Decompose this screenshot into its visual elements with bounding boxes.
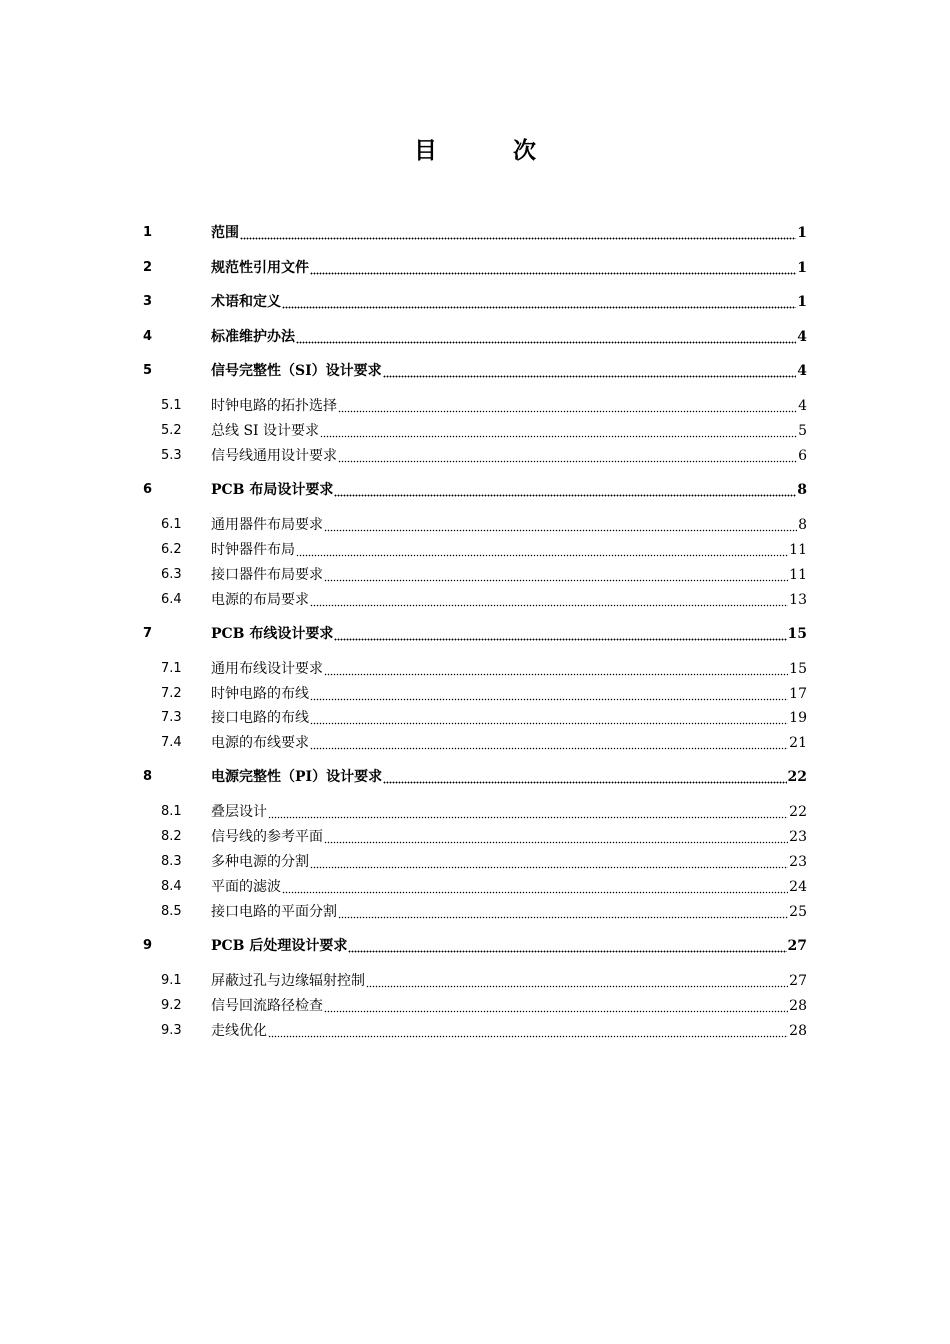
toc-entry-page: 23	[789, 829, 807, 845]
toc-entry-line	[211, 420, 807, 442]
toc-entry-number: 9	[143, 938, 153, 953]
toc-entry-number: 5.3	[161, 448, 182, 463]
toc-entry-number: 7.1	[161, 661, 182, 676]
toc-entry-page: 22	[787, 769, 807, 785]
toc-leader-dots	[324, 564, 788, 586]
toc-entry-label: PCB 布局设计要求	[211, 482, 334, 498]
toc-entry[interactable]	[0, 420, 950, 442]
toc-entry-number: 5.2	[161, 423, 182, 438]
toc-entry[interactable]	[0, 291, 950, 313]
toc-entry[interactable]	[0, 623, 950, 645]
toc-entry-line	[211, 1020, 807, 1042]
toc-leader-dots	[296, 539, 788, 561]
toc-entry-label: 时钟电路的拓扑选择	[211, 398, 337, 414]
toc-entry-label: 接口器件布局要求	[211, 567, 323, 583]
toc-leader-dots	[324, 995, 788, 1017]
toc-entry-page: 24	[789, 879, 807, 895]
toc-entry-line	[211, 995, 807, 1017]
toc-entry-page: 13	[789, 592, 807, 608]
toc-entry-number: 8.1	[161, 804, 182, 819]
toc-entry-line	[211, 970, 807, 992]
toc-leader-dots	[240, 222, 796, 244]
toc-leader-dots	[383, 360, 797, 382]
toc-entry-line	[211, 683, 807, 705]
toc-entry-page: 1	[797, 225, 807, 241]
toc-entry-number: 8.2	[161, 829, 182, 844]
toc-entry-label: 平面的滤波	[211, 879, 281, 895]
toc-entry[interactable]	[0, 801, 950, 823]
toc-entry-label: 电源的布线要求	[211, 735, 309, 751]
toc-entry-page: 27	[787, 938, 807, 954]
toc-entry-label: 多种电源的分割	[211, 854, 309, 870]
toc-entry-number: 4	[143, 329, 153, 344]
toc-entry-line	[211, 901, 807, 923]
toc-leader-dots	[310, 732, 788, 754]
toc-leader-dots	[324, 826, 788, 848]
toc-entry-number: 7.2	[161, 686, 182, 701]
toc-leader-dots	[383, 766, 786, 788]
toc-entry-line	[211, 445, 807, 467]
toc-leader-dots	[324, 514, 797, 536]
toc-entry[interactable]	[0, 222, 950, 244]
toc-entry-label: 通用布线设计要求	[211, 661, 323, 677]
toc-entry-page: 28	[789, 998, 807, 1014]
toc-entry-number: 5.1	[161, 398, 182, 413]
toc-entry-page: 1	[797, 260, 807, 276]
toc-entry-page: 28	[789, 1023, 807, 1039]
toc-entry[interactable]	[0, 514, 950, 536]
toc-entry-line	[211, 766, 807, 788]
toc-leader-dots	[338, 395, 797, 417]
toc-entry-number: 6.2	[161, 542, 182, 557]
toc-leader-dots	[268, 801, 788, 823]
toc-entry-label: 走线优化	[211, 1023, 267, 1039]
toc-entry[interactable]	[0, 564, 950, 586]
toc-entry-label: 接口电路的布线	[211, 710, 309, 726]
toc-entry[interactable]	[0, 395, 950, 417]
toc-entry-line	[211, 658, 807, 680]
toc-leader-dots	[310, 257, 796, 279]
toc-entry-page: 6	[798, 448, 807, 464]
toc-leader-dots	[296, 326, 796, 348]
toc-entry[interactable]	[0, 876, 950, 898]
toc-entry-label: 电源完整性（PI）设计要求	[211, 769, 383, 785]
toc-entry-label: 总线 SI 设计要求	[211, 423, 320, 439]
toc-entry-line	[211, 539, 807, 561]
toc-entry-page: 22	[789, 804, 807, 820]
toc-entry-line	[211, 564, 807, 586]
toc-leader-dots	[320, 420, 797, 442]
toc-entry-line	[211, 360, 807, 382]
toc-leader-dots	[310, 851, 788, 873]
toc-leader-dots	[324, 658, 788, 680]
toc-entry-page: 1	[797, 294, 807, 310]
toc-entry-page: 19	[789, 710, 807, 726]
toc-entry-page: 4	[797, 363, 807, 379]
toc-entry-page: 4	[798, 398, 807, 414]
toc-entry-label: PCB 后处理设计要求	[211, 938, 348, 954]
toc-entry-number: 9.3	[161, 1023, 182, 1038]
toc-entry-number: 9.1	[161, 973, 182, 988]
page-title: 目 次	[413, 137, 570, 164]
toc-entry[interactable]	[0, 445, 950, 467]
toc-leader-dots	[310, 707, 788, 729]
toc-entry-line	[211, 732, 807, 754]
toc-entry-line	[211, 395, 807, 417]
toc-entry[interactable]	[0, 683, 950, 705]
toc-entry[interactable]	[0, 707, 950, 729]
toc-entry-number: 8.4	[161, 879, 182, 894]
toc-entry-page: 8	[797, 482, 807, 498]
toc-entry-number: 3	[143, 294, 153, 309]
toc-entry-page: 15	[787, 626, 807, 642]
toc-entry-number: 6	[143, 482, 153, 497]
toc-leader-dots	[338, 901, 788, 923]
toc-entry-line	[211, 589, 807, 611]
toc-entry-label: 屏蔽过孔与边缘辐射控制	[211, 973, 365, 989]
toc-entry-label: 通用器件布局要求	[211, 517, 323, 533]
toc-entry-page: 25	[789, 904, 807, 920]
toc-entry-label: 时钟电路的布线	[211, 686, 309, 702]
toc-leader-dots	[334, 479, 796, 501]
toc-entry[interactable]	[0, 1020, 950, 1042]
toc-entry-page: 4	[797, 329, 807, 345]
toc-entry-label: PCB 布线设计要求	[211, 626, 334, 642]
toc-entry-page: 23	[789, 854, 807, 870]
toc-entry-page: 5	[798, 423, 807, 439]
toc-entry-label: 标准维护办法	[211, 329, 295, 345]
toc-entry[interactable]	[0, 826, 950, 848]
toc-entry-label: 信号完整性（SI）设计要求	[211, 363, 382, 379]
toc-entry[interactable]	[0, 539, 950, 561]
toc-entry-line	[211, 851, 807, 873]
toc-entry-number: 2	[143, 260, 153, 275]
toc-entry-line	[211, 222, 807, 244]
toc-entry-number: 1	[143, 225, 153, 240]
toc-entry[interactable]	[0, 995, 950, 1017]
toc-entry-number: 7.3	[161, 710, 182, 725]
toc-entry-line	[211, 935, 807, 957]
toc-entry[interactable]	[0, 589, 950, 611]
toc-entry-number: 5	[143, 363, 153, 378]
toc-entry[interactable]	[0, 257, 950, 279]
toc-entry-page: 8	[798, 517, 807, 533]
toc-entry-line	[211, 514, 807, 536]
toc-entry-line	[211, 876, 807, 898]
toc-leader-dots	[282, 291, 796, 313]
toc-entry[interactable]	[0, 360, 950, 382]
toc-leader-dots	[268, 1020, 788, 1042]
toc-entry-label: 信号线通用设计要求	[211, 448, 337, 464]
toc-entry-line	[211, 826, 807, 848]
toc-entry-number: 9.2	[161, 998, 182, 1013]
toc-leader-dots	[338, 445, 797, 467]
toc-entry-line	[211, 291, 807, 313]
toc-entry-label: 术语和定义	[211, 294, 281, 310]
toc-entry[interactable]	[0, 766, 950, 788]
toc-entry[interactable]	[0, 901, 950, 923]
toc-entry-line	[211, 801, 807, 823]
toc-entry-number: 7	[143, 626, 153, 641]
toc-entry-number: 6.1	[161, 517, 182, 532]
toc-entry-label: 叠层设计	[211, 804, 267, 820]
toc-entry-label: 时钟器件布局	[211, 542, 295, 558]
toc-entry-number: 6.4	[161, 592, 182, 607]
toc-entry[interactable]	[0, 851, 950, 873]
toc-entry-label: 信号线的参考平面	[211, 829, 323, 845]
toc-entry-label: 范围	[211, 225, 239, 241]
toc-entry-page: 11	[789, 567, 807, 583]
toc-entry-line	[211, 707, 807, 729]
toc-entry-label: 电源的布局要求	[211, 592, 309, 608]
toc-entry-label: 信号回流路径检查	[211, 998, 323, 1014]
toc-leader-dots	[334, 623, 786, 645]
toc-entry-page: 15	[789, 661, 807, 677]
toc-entry-page: 21	[789, 735, 807, 751]
toc-leader-dots	[282, 876, 788, 898]
toc-entry-label: 规范性引用文件	[211, 260, 309, 276]
toc-leader-dots	[310, 683, 788, 705]
toc-entry-line	[211, 257, 807, 279]
toc-entry-number: 8	[143, 769, 153, 784]
toc-entry[interactable]	[0, 970, 950, 992]
toc-leader-dots	[310, 589, 788, 611]
toc-entry-number: 7.4	[161, 735, 182, 750]
toc-entry-line	[211, 623, 807, 645]
toc-entry-number: 8.3	[161, 854, 182, 869]
toc-entry[interactable]	[0, 326, 950, 348]
toc-leader-dots	[348, 935, 786, 957]
toc-entry-page: 11	[789, 542, 807, 558]
toc-entry-line	[211, 479, 807, 501]
toc-entry[interactable]	[0, 658, 950, 680]
toc-entry[interactable]	[0, 479, 950, 501]
toc-leader-dots	[366, 970, 788, 992]
toc-entry-page: 17	[789, 686, 807, 702]
toc-entry-number: 8.5	[161, 904, 182, 919]
toc-entry-label: 接口电路的平面分割	[211, 904, 337, 920]
toc-entry-page: 27	[789, 973, 807, 989]
toc-entry-line	[211, 326, 807, 348]
toc-entry[interactable]	[0, 732, 950, 754]
toc-entry-number: 6.3	[161, 567, 182, 582]
toc-entry[interactable]	[0, 935, 950, 957]
